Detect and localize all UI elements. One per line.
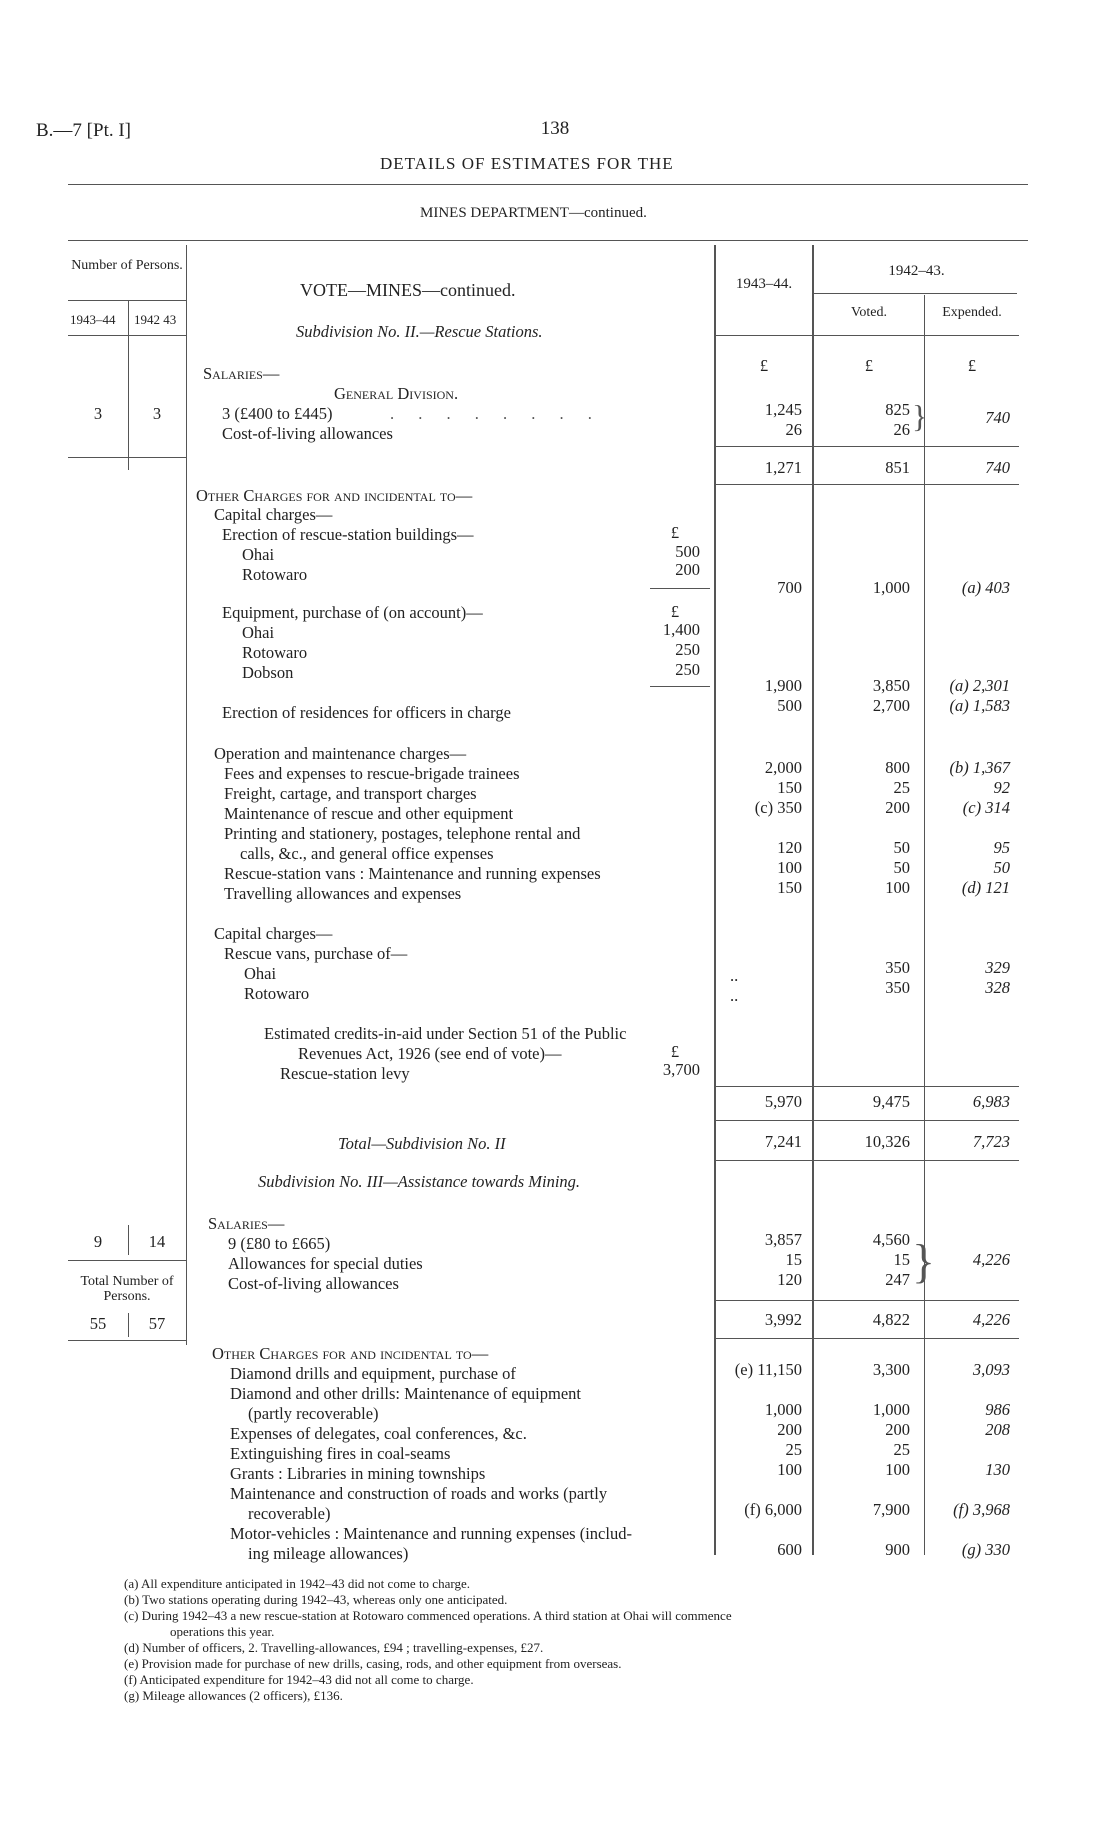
rule: [714, 1160, 1019, 1161]
rule: [68, 300, 186, 301]
value-1943: 700: [777, 578, 802, 597]
value-1943: 120: [777, 838, 802, 857]
subtotal-1943: 5,970: [764, 1092, 802, 1111]
pound-sign: £: [670, 523, 680, 542]
section-heading: Capital charges—: [214, 505, 333, 524]
value-1943: 3,857: [764, 1230, 802, 1249]
value-expended: (a) 1,583: [949, 696, 1010, 715]
value-voted: 100: [885, 878, 910, 897]
value-expended: (f) 3,968: [953, 1500, 1010, 1519]
subtotal-expended: 6,983: [972, 1092, 1010, 1111]
section-heading: Erection of rescue-station buildings—: [222, 525, 474, 544]
total-expended: 7,723: [972, 1132, 1010, 1151]
page-title: DETAILS OF ESTIMATES FOR THE: [380, 154, 674, 173]
subtotal-voted: 9,475: [872, 1092, 910, 1111]
total-label: Total—Subdivision No. II: [338, 1134, 506, 1153]
section-heading: Rescue vans, purchase of—: [224, 944, 408, 963]
value-voted: 25: [893, 778, 910, 797]
section-heading: Salaries—: [208, 1214, 285, 1233]
subtotal-1943: 1,271: [764, 458, 802, 477]
value-expended: (g) 330: [961, 1540, 1010, 1559]
value-expended: 208: [985, 1420, 1010, 1439]
value-expended: (c) 314: [962, 798, 1010, 817]
credits-text: Revenues Act, 1926 (see end of vote)—: [298, 1044, 562, 1063]
credits-text: Estimated credits-in-aid under Section 51 of the Public: [264, 1024, 627, 1043]
pound-sign: £: [670, 1042, 680, 1061]
line-item-label: Erection of residences for officers in charge: [222, 703, 511, 722]
line-item-label: Fees and expenses to rescue-brigade trainees: [224, 764, 520, 783]
value-voted: 2,700: [872, 696, 910, 715]
line-item-label: recoverable): [248, 1504, 331, 1523]
item-amount: 3,700: [662, 1060, 700, 1079]
line-item-label: Cost-of-living allowances: [228, 1274, 399, 1293]
page-subtitle: MINES DEPARTMENT—continued.: [420, 205, 647, 221]
value-1943: 1,000: [764, 1400, 802, 1419]
subtotal-expended: 740: [985, 458, 1010, 477]
rule: [812, 293, 1017, 294]
line-item-label: Maintenance of rescue and other equipment: [224, 804, 514, 823]
value-expended: 130: [985, 1460, 1010, 1479]
rule: [714, 446, 1019, 447]
line-item-label: Diamond drills and equipment, purchase of: [230, 1364, 516, 1383]
page-number: 138: [540, 118, 570, 139]
pound-sign: £: [670, 602, 680, 621]
column-divider: [186, 245, 187, 1345]
section-heading: Operation and maintenance charges—: [214, 744, 467, 763]
rule: [714, 1338, 1019, 1339]
value-voted: 25: [893, 1440, 910, 1459]
col-1942-header: 1942–43.: [888, 263, 945, 279]
total-voted: 10,326: [864, 1132, 910, 1151]
value-1943: ..: [730, 966, 739, 985]
rule: [68, 1260, 186, 1261]
line-item-label: Rescue-station vans : Maintenance and running expenses: [224, 864, 601, 883]
line-item-label: Maintenance and construction of roads and works (partly: [230, 1484, 608, 1503]
line-item-label: Dobson: [242, 663, 294, 682]
line-item-label: Travelling allowances and expenses: [224, 884, 462, 903]
expended-header: Expended.: [942, 305, 1002, 320]
rule: [714, 1300, 1019, 1301]
line-item-label: calls, &c., and general office expenses: [240, 844, 494, 863]
year-b-header: 1942 43: [134, 312, 177, 327]
value-expended: 50: [993, 858, 1010, 877]
value-1943: 600: [777, 1540, 802, 1559]
footnote: (b) Two stations operating during 1942–43, whereas only one anticipated.: [124, 1592, 508, 1607]
line-item-label: Printing and stationery, postages, telephone rental and: [224, 824, 581, 843]
item-amount: 200: [675, 560, 700, 579]
total-persons-label: Total Number of Persons.: [80, 1274, 174, 1304]
footnote: (g) Mileage allowances (2 officers), £136.: [124, 1688, 343, 1703]
subtotal-expended: 4,226: [972, 1310, 1010, 1329]
value-1943: 1,245: [764, 400, 802, 419]
persons-value: 3: [93, 404, 103, 423]
year-a-header: 1943–44: [70, 312, 116, 327]
section-heading: Other Charges for and incidental to—: [196, 486, 473, 505]
value-voted: 200: [885, 798, 910, 817]
value-voted: 50: [893, 838, 910, 857]
value-voted: 1,000: [872, 578, 910, 597]
value-1943: 500: [777, 696, 802, 715]
rule: [68, 1340, 186, 1341]
value-voted: 26: [893, 420, 910, 439]
line-item-label: Diamond and other drills: Maintenance of equipment: [230, 1384, 581, 1403]
value-voted: 1,000: [872, 1400, 910, 1419]
line-item-label: Rotowaro: [242, 565, 308, 584]
value-1943: (e) 11,150: [734, 1360, 802, 1379]
line-item-label: Ohai: [244, 964, 277, 983]
value-expended: 329: [985, 958, 1010, 977]
value-1943: (c) 350: [754, 798, 802, 817]
document-reference: B.—7 [Pt. I]: [36, 120, 131, 141]
line-item-label: Rotowaro: [242, 643, 308, 662]
pound-sign: £: [967, 356, 977, 375]
line-item-label: Allowances for special duties: [228, 1254, 423, 1273]
value-voted: 3,300: [872, 1360, 910, 1379]
footnote: operations this year.: [170, 1624, 275, 1639]
persons-value: 14: [148, 1232, 166, 1251]
rule: [68, 335, 186, 336]
rule: [714, 1086, 1019, 1087]
value-expended: 986: [985, 1400, 1010, 1419]
value-expended: 92: [993, 778, 1010, 797]
value-expended: (a) 2,301: [949, 676, 1010, 695]
value-voted: 4,560: [872, 1230, 910, 1249]
rule: [650, 686, 710, 687]
value-voted: 3,850: [872, 676, 910, 695]
col-1943-header: 1943–44.: [735, 276, 793, 292]
value-voted: 15: [893, 1250, 910, 1269]
column-divider: [128, 300, 129, 470]
value-1943: 150: [777, 878, 802, 897]
column-divider: [812, 245, 814, 1555]
rule: [68, 240, 1028, 241]
value-voted: 200: [885, 1420, 910, 1439]
value-1943: 200: [777, 1420, 802, 1439]
value-voted: 247: [885, 1270, 910, 1289]
value-expended: (a) 403: [961, 578, 1010, 597]
value-voted: 7,900: [872, 1500, 910, 1519]
value-1943: 150: [777, 778, 802, 797]
number-of-persons-header: Number of Persons.: [71, 258, 183, 273]
value-voted: 100: [885, 1460, 910, 1479]
value-voted: 350: [885, 958, 910, 977]
line-item-label: Extinguishing fires in coal-seams: [230, 1444, 451, 1463]
rule: [714, 1120, 1019, 1121]
line-item-label: Ohai: [242, 545, 275, 564]
value-1943: 26: [785, 420, 802, 439]
subdivision-title: Subdivision No. III—Assistance towards Mining.: [258, 1172, 581, 1191]
subtotal-voted: 851: [885, 458, 910, 477]
rule: [68, 184, 1028, 185]
section-heading: Salaries—: [203, 364, 280, 383]
value-1943: 2,000: [764, 758, 802, 777]
section-heading: General Division.: [334, 384, 459, 403]
rule: [714, 335, 1019, 336]
value-voted: 825: [885, 400, 910, 419]
section-heading: Capital charges—: [214, 924, 333, 943]
line-item-label: Cost-of-living allowances: [222, 424, 393, 443]
line-item-label: 3 (£400 to £445): [222, 404, 333, 423]
line-item-label: Expenses of delegates, coal conferences, &c.: [230, 1424, 527, 1443]
value-expended: 740: [985, 408, 1010, 427]
value-expended: (b) 1,367: [949, 758, 1010, 777]
footnote: (e) Provision made for purchase of new drills, casing, rods, and other equipment from overseas.: [124, 1656, 622, 1671]
value-1943: 15: [785, 1250, 802, 1269]
item-amount: 500: [675, 542, 700, 561]
value-expended: 3,093: [972, 1360, 1010, 1379]
value-expended: 4,226: [972, 1250, 1010, 1269]
value-1943: 100: [777, 858, 802, 877]
line-item-label: Grants : Libraries in mining townships: [230, 1464, 486, 1483]
value-voted: 900: [885, 1540, 910, 1559]
value-expended: 328: [985, 978, 1010, 997]
line-item-label: Rotowaro: [244, 984, 310, 1003]
value-1943: ..: [730, 986, 739, 1005]
total-1943: 7,241: [764, 1132, 802, 1151]
footnote: (c) During 1942–43 a new rescue-station at Rotowaro commenced operations. A third station at Ohai will commence: [124, 1608, 732, 1623]
value-expended: (d) 121: [961, 878, 1010, 897]
subdivision-title: Subdivision No. II.—Rescue Stations.: [296, 322, 543, 341]
value-1943: 120: [777, 1270, 802, 1289]
value-1943: 1,900: [764, 676, 802, 695]
persons-value: 55: [89, 1314, 107, 1333]
value-voted: 800: [885, 758, 910, 777]
rule: [650, 588, 710, 589]
section-heading: Other Charges for and incidental to—: [212, 1344, 489, 1363]
line-item-label: Freight, cartage, and transport charges: [224, 784, 477, 803]
persons-value: 57: [148, 1314, 166, 1333]
line-item-label: 9 (£80 to £665): [228, 1234, 331, 1253]
pound-sign: £: [759, 356, 769, 375]
column-divider: [714, 245, 716, 1555]
item-amount: 1,400: [662, 620, 700, 639]
value-1943: 100: [777, 1460, 802, 1479]
line-item-label: Rescue-station levy: [280, 1064, 410, 1083]
line-item-label: Ohai: [242, 623, 275, 642]
value-expended: 95: [993, 838, 1010, 857]
section-heading: Equipment, purchase of (on account)—: [222, 603, 483, 622]
item-amount: 250: [675, 640, 700, 659]
line-item-label: Motor-vehicles : Maintenance and running expenses (includ-: [230, 1524, 632, 1543]
footnote: (a) All expenditure anticipated in 1942–43 did not come to charge.: [124, 1576, 470, 1591]
rule: [68, 457, 186, 458]
subtotal-voted: 4,822: [872, 1310, 910, 1329]
footnote: (f) Anticipated expenditure for 1942–43 did not all come to charge.: [124, 1672, 474, 1687]
subtotal-1943: 3,992: [764, 1310, 802, 1329]
vote-title: VOTE—MINES—continued.: [300, 280, 516, 300]
value-1943: 25: [785, 1440, 802, 1459]
rule: [714, 484, 1019, 485]
line-item-label: (partly recoverable): [248, 1404, 379, 1423]
footnote: (d) Number of officers, 2. Travelling-allowances, £94 ; travelling-expenses, £27.: [124, 1640, 544, 1655]
line-item-label: ing mileage allowances): [248, 1544, 409, 1563]
pound-sign: £: [864, 356, 874, 375]
persons-value: 3: [152, 404, 162, 423]
value-voted: 350: [885, 978, 910, 997]
voted-header: Voted.: [851, 305, 887, 320]
value-1943: (f) 6,000: [744, 1500, 802, 1519]
item-amount: 250: [675, 660, 700, 679]
value-voted: 50: [893, 858, 910, 877]
persons-value: 9: [93, 1232, 103, 1251]
